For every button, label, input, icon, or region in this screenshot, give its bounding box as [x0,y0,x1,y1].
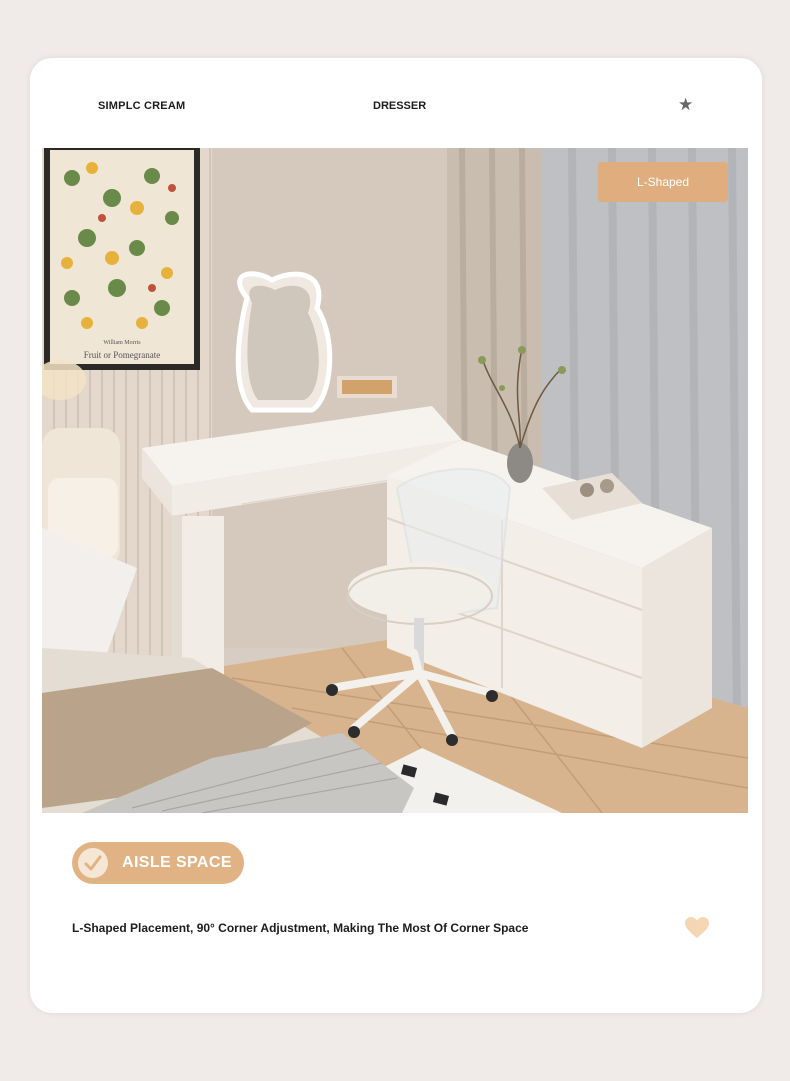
check-icon [78,848,108,878]
feature-badge-label: AISLE SPACE [122,854,232,871]
svg-text:Fruit or Pomegranate: Fruit or Pomegranate [83,350,161,360]
category-title: DRESSER [373,100,427,112]
room-illustration [42,148,748,813]
svg-text:William Morris: William Morris [103,340,141,346]
product-photo [42,148,748,813]
product-card [30,58,762,1013]
top-bar [30,58,762,148]
heart-icon[interactable] [684,916,710,940]
layout-tag: L-Shaped [598,162,728,202]
star-icon[interactable]: ★ [678,95,694,114]
brand-name: SIMPLC CREAM [98,100,186,112]
feature-badge [72,842,244,884]
feature-description: L-Shaped Placement, 90° Corner Adjustment, Making The Most Of Corner Space [72,921,529,935]
